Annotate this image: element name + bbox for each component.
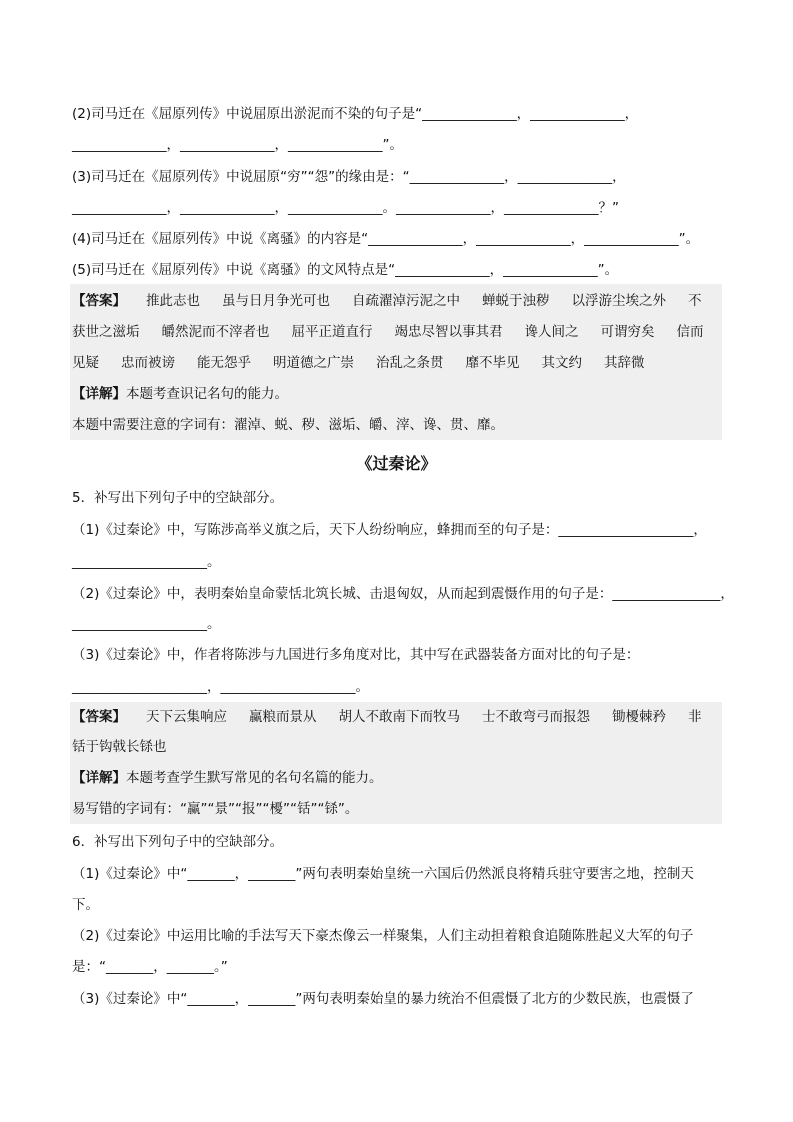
q6-item2-line1: （2)《过秦论》中运用比喻的手法写天下豪杰像云一样聚集，人们主动担着粮食追随陈胜起义大军的句子	[72, 928, 694, 944]
answer-item: 天下云集响应	[146, 709, 227, 725]
answer-2-row-2: 铦于钩戟长铩也	[72, 739, 167, 755]
answer-item: 信而	[676, 324, 704, 340]
q4-item4: (4)司马迁在《屈原列传》中说《离骚》的内容是“______________，______________，______________”。	[72, 231, 700, 247]
answer-label: 【答案】	[72, 293, 126, 309]
q5-item3-line1: （3)《过秦论》中，作者将陈涉与九国进行多角度对比，其中写在武器装备方面对比的句子是：	[72, 647, 640, 663]
detail-2	[72, 768, 383, 788]
answer-item: 靡不毕见	[465, 355, 520, 371]
q5-item3-line2: ____________________，____________________。	[72, 679, 369, 695]
answer-item: 士不敢弯弓而报怨	[482, 709, 590, 725]
detail-text: 本题考查识记名句的能力。	[126, 386, 288, 402]
answer-item: 蝉蜕于浊秽	[482, 293, 550, 309]
detail-text: 本题考查学生默写常见的名句名篇的能力。	[126, 770, 383, 786]
answer-item: 见疑	[72, 355, 99, 371]
answer-item: 非	[688, 709, 702, 725]
answer-item: 皭然泥而不滓者也	[161, 324, 270, 340]
q5-item2-line1: （2)《过秦论》中，表明秦始皇命蒙恬北筑长城、击退匈奴，从而起到震慑作用的句子是：________________，	[72, 586, 734, 602]
answer-item: 其文约	[541, 355, 582, 371]
q6-item2-line2: 是：“_______，_______。”	[72, 959, 228, 975]
section-title: 《过秦论》	[356, 454, 437, 473]
q5-item1-line1: （1)《过秦论》中，写陈涉高举义旗之后，天下人纷纷响应，蜂拥而至的句子是：____________________，	[72, 522, 707, 538]
q4-item5: (5)司马迁在《屈原列传》中说《离骚》的文风特点是“______________，______________”。	[72, 262, 619, 278]
answer-label: 【答案】	[72, 709, 126, 725]
answer-1-row-2	[72, 322, 704, 342]
detail-label: 【详解】	[72, 386, 126, 402]
q6-stem: 6．补写出下列句子中的空缺部分。	[72, 834, 284, 850]
answer-item: 谗人间之	[524, 324, 579, 340]
answer-item: 忠而被谤	[121, 355, 175, 371]
q6-item1-line2: 下。	[72, 897, 99, 913]
q5-stem: 5．补写出下列句子中的空缺部分。	[72, 490, 284, 506]
answer-item: 其辞微	[604, 355, 645, 371]
q4-item3-line2: ______________，______________，______________。______________，______________？”	[72, 200, 619, 216]
answer-1-row-3	[72, 353, 645, 373]
note-2: 易写错的字词有：“赢”“景”“报”“櫌”“铦”“铩”。	[72, 801, 359, 817]
q4-item3-line1: (3)司马迁在《屈原列传》中说屈原“穷”“怨”的缘由是：“______________，______________，	[72, 169, 626, 185]
q4-item2-line1: (2)司马迁在《屈原列传》中说屈原出淤泥而不染的句子是“______________，______________，	[72, 106, 639, 122]
detail-1	[72, 384, 288, 404]
answer-item: 治乱之条贯	[376, 355, 444, 371]
answer-item: 明道德之广崇	[273, 355, 354, 371]
q4-item2-line2: ______________，______________，______________”。	[72, 137, 403, 153]
answer-item: 不	[688, 293, 702, 309]
answer-item: 屈平正道直行	[291, 324, 373, 340]
note-1: 本题中需要注意的字词有：濯淖、蜕、秽、滋垢、皭、滓、谗、贯、靡。	[72, 417, 504, 433]
answer-1-row-1	[72, 291, 702, 311]
answer-item: 推此志也	[146, 293, 200, 309]
answer-item: 获世之滋垢	[72, 324, 140, 340]
answer-item: 可谓穷矣	[600, 324, 655, 340]
answer-item: 竭忠尽智以事其君	[394, 324, 503, 340]
q6-item3-line1: （3)《过秦论》中“_______，_______”两句表明秦始皇的暴力统治不但震慑了北方的少数民族，也震慑了	[72, 991, 694, 1007]
answer-item: 能无怨乎	[197, 355, 251, 371]
answer-item: 虽与日月争光可也	[222, 293, 330, 309]
answer-item: 胡人不敢南下而牧马	[338, 709, 460, 725]
answer-2-row-1	[72, 707, 702, 727]
q5-item2-line2: ____________________。	[72, 616, 221, 632]
answer-item: 锄櫌棘矜	[612, 709, 666, 725]
answer-item: 自疏濯淖污泥之中	[352, 293, 460, 309]
answer-item: 以浮游尘埃之外	[571, 293, 666, 309]
answer-item: 赢粮而景从	[249, 709, 317, 725]
q5-item1-line2: ____________________。	[72, 554, 221, 570]
detail-label: 【详解】	[72, 770, 126, 786]
q6-item1-line1: （1)《过秦论》中“_______，_______”两句表明秦始皇统一六国后仍然派良将精兵驻守要害之地，控制天	[72, 866, 694, 882]
